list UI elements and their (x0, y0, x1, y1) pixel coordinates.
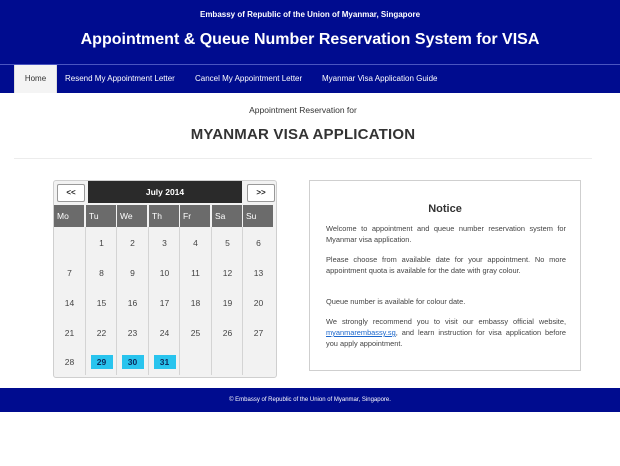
calendar-date: 26 (222, 328, 233, 338)
main-nav (0, 64, 620, 93)
notice-recommend-lead: We strongly recommend you to visit our embassy official website, (326, 317, 566, 326)
calendar-date: 4 (193, 238, 198, 248)
calendar-date: 2 (130, 238, 135, 248)
available-date[interactable]: 29 (91, 355, 113, 369)
nav-cancel-appointment-letter[interactable]: Cancel My Appointment Letter (195, 74, 303, 83)
appointment-calendar (53, 180, 277, 378)
weekday-header: Mo (54, 205, 84, 227)
calendar-month-label: July 2014 (88, 181, 242, 203)
prev-month-button[interactable]: << (57, 184, 85, 202)
available-date[interactable]: 31 (154, 355, 176, 369)
site-header (0, 0, 620, 64)
calendar-date: 25 (190, 328, 201, 338)
calendar-date: 14 (64, 298, 75, 308)
nav-home[interactable]: Home (14, 65, 57, 93)
calendar-date: 5 (225, 238, 230, 248)
notice-recommend-text (326, 316, 566, 349)
weekday-header: Su (243, 205, 273, 227)
weekday-header: Th (149, 205, 179, 227)
embassy-website-link[interactable]: myanmarembassy.sg (326, 328, 396, 337)
nav-resend-appointment-letter[interactable]: Resend My Appointment Letter (65, 74, 175, 83)
calendar-date: 18 (190, 298, 201, 308)
notice-recommend-tail: , and learn instruction for visa application before you apply appointment. (326, 328, 566, 348)
calendar-date: 23 (127, 328, 138, 338)
calendar-date: 6 (256, 238, 261, 248)
calendar-date: 7 (67, 268, 72, 278)
calendar-date: 1 (99, 238, 104, 248)
available-date[interactable]: 30 (122, 355, 144, 369)
divider (14, 158, 592, 159)
calendar-date: 11 (191, 268, 200, 278)
calendar-date: 24 (159, 328, 170, 338)
weekday-header: Tu (86, 205, 116, 227)
notice-welcome-text: Welcome to appointment and queue number reservation system for Myanmar visa application. (326, 224, 566, 244)
notice-choose-date-text: Please choose from available date for your appointment. No more appointment quota is available for the date with gray colour. (326, 255, 566, 275)
footer-copyright: © Embassy of Republic of the Union of Myanmar, Singapore. (229, 397, 391, 403)
calendar-date: 21 (64, 328, 75, 338)
calendar-date: 12 (222, 268, 233, 278)
calendar-date: 19 (222, 298, 233, 308)
site-footer (0, 388, 620, 412)
next-month-button[interactable]: >> (247, 184, 275, 202)
page-title: MYANMAR VISA APPLICATION (190, 126, 416, 143)
weekday-header: We (117, 205, 147, 227)
weekday-header: Fr (180, 205, 210, 227)
calendar-date: 17 (159, 298, 170, 308)
calendar-date: 3 (162, 238, 167, 248)
calendar-date: 28 (64, 357, 75, 367)
calendar-date: 9 (130, 268, 135, 278)
notice-panel (309, 180, 581, 371)
page-subtitle: Appointment Reservation for (249, 105, 357, 115)
weekday-header: Sa (212, 205, 242, 227)
calendar-date: 13 (253, 268, 264, 278)
calendar-date: 22 (96, 328, 107, 338)
calendar-date: 27 (253, 328, 264, 338)
site-title: Appointment & Queue Number Reservation System for VISA (80, 31, 540, 48)
nav-visa-application-guide[interactable]: Myanmar Visa Application Guide (322, 74, 438, 83)
notice-title: Notice (428, 203, 462, 215)
calendar-date: 20 (253, 298, 264, 308)
calendar-date: 10 (159, 268, 170, 278)
calendar-date: 15 (96, 298, 107, 308)
notice-queue-text: Queue number is available for colour date. (326, 297, 466, 306)
calendar-date: 16 (127, 298, 138, 308)
embassy-name: Embassy of Republic of the Union of Myanmar, Singapore (199, 10, 421, 19)
calendar-date: 8 (99, 268, 104, 278)
